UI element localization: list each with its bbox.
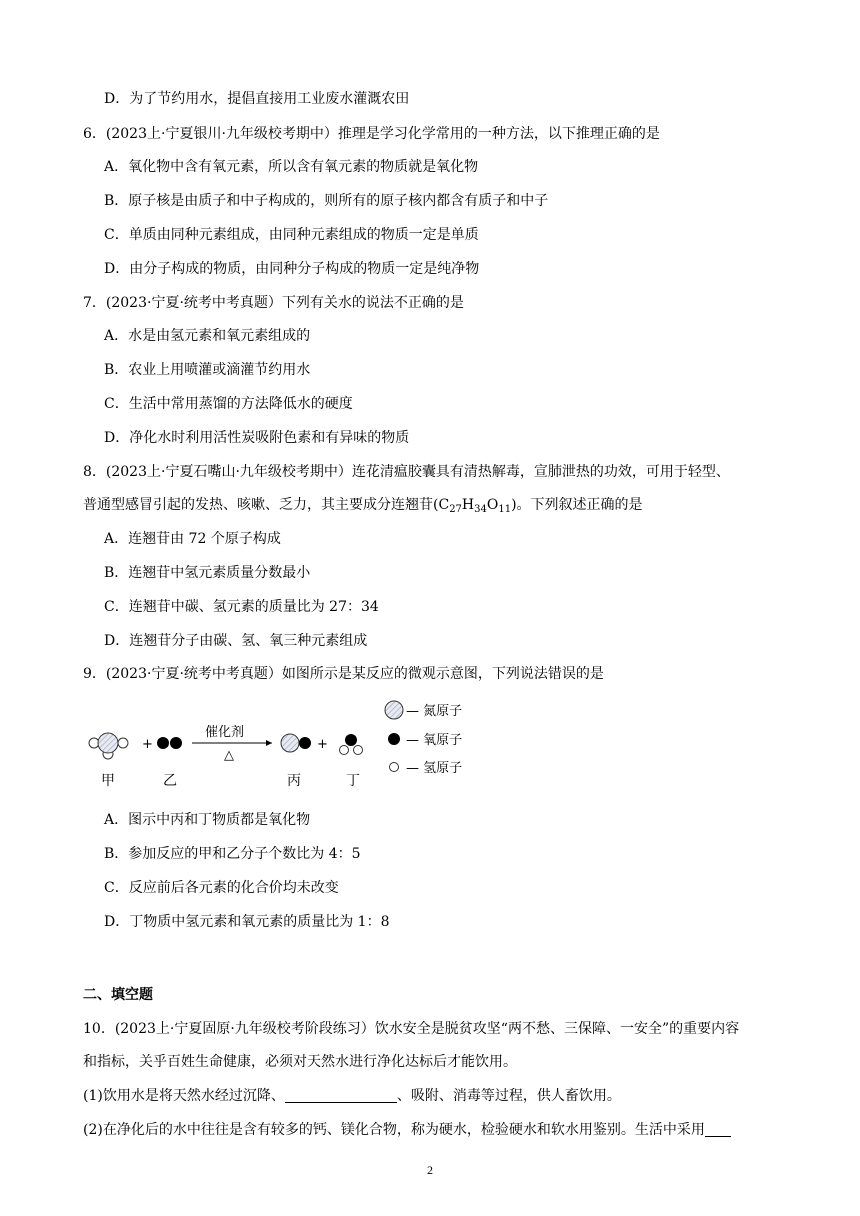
molecule-jia — [89, 733, 128, 759]
reaction-microscopic-diagram — [85, 700, 505, 795]
answer-blank-2[interactable] — [705, 1122, 731, 1137]
q8-option-d: D．连翘苷分子由碳、氢、氧三种元素组成 — [104, 633, 368, 649]
q10-part1-text-a: (1)饮用水是将天然水经过沉降、 — [83, 1088, 285, 1104]
label-ding: 丁 — [346, 773, 360, 789]
page-number: 2 — [427, 1163, 433, 1177]
molecule-bing — [281, 734, 311, 752]
q9-option-b: B．参加反应的甲和乙分子个数比为 4：5 — [104, 846, 361, 862]
plus-sign-2: + — [317, 737, 328, 752]
plus-sign-1: + — [142, 737, 153, 752]
q7-option-a: A．水是由氢元素和氧元素组成的 — [104, 328, 311, 344]
q6-option-c: C．单质由同种元素组成，由同种元素组成的物质一定是单质 — [104, 227, 479, 243]
legend-hydrogen-icon — [390, 763, 399, 772]
q10-part2 — [83, 1120, 731, 1140]
q7-option-d: D．净化水时利用活性炭吸附色素和有异味的物质 — [104, 430, 410, 446]
q9-stem: 9．(2023·宁夏·统考中考真题）如图所示是某反应的微观示意图，下列说法错误的是 — [83, 666, 604, 682]
q7-option-c: C．生活中常用蒸馏的方法降低水的硬度 — [104, 396, 353, 412]
legend-oxygen-icon — [388, 733, 400, 745]
section-heading: 二、填空题 — [83, 987, 153, 1003]
arrow-head-icon — [266, 740, 272, 746]
q7-stem: 7．(2023·宁夏·统考中考真题）下列有关水的说法不正确的是 — [83, 295, 464, 311]
q6-stem: 6．(2023上·宁夏银川·九年级校考期中）推理是学习化学常用的一种方法，以下推理正确的是 — [83, 126, 660, 142]
element-o: O — [486, 497, 499, 513]
q8-option-c: C．连翘苷中碳、氢元素的质量比为 27：34 — [104, 599, 379, 615]
q6-option-a: A．氧化物中含有氧元素，所以含有氧元素的物质就是氧化物 — [104, 159, 479, 175]
q9-option-c: C．反应前后各元素的化合价均未改变 — [104, 880, 339, 896]
molecule-yi — [157, 737, 182, 749]
q8-option-b: B．连翘苷中氢元素质量分数最小 — [104, 565, 311, 581]
q8-stem-line2 — [83, 495, 643, 520]
q9-option-d: D．丁物质中氢元素和氧元素的质量比为 1：8 — [104, 914, 390, 930]
legend-hydrogen: — 氢原子 — [406, 761, 463, 776]
q8-stem-text-a: 普通型感冒引起的发热、咳嗽、乏力，其主要成分连翘苷(C — [83, 497, 450, 513]
subscript-h: 34 — [474, 504, 487, 515]
answer-blank-1[interactable] — [285, 1088, 397, 1103]
q10-stem-line1: 10．(2023上·宁夏固原·九年级校考阶段练习）饮水安全是脱贫攻坚“两不愁、三保障、一安全”的重要内容 — [83, 1021, 740, 1037]
subscript-o: 11 — [498, 504, 512, 515]
molecule-ding — [340, 734, 363, 755]
q5-option-d: D．为了节约用水，提倡直接用工业废水灌溉农田 — [104, 91, 410, 107]
legend-nitrogen: — 氮原子 — [406, 704, 463, 719]
q6-option-b: B．原子核是由质子和中子构成的，则所有的原子核内都含有质子和中子 — [104, 193, 549, 209]
q10-part1-text-b: 、吸附、消毒等过程，供人畜饮用。 — [396, 1088, 621, 1104]
catalyst-label: 催化剂 — [205, 725, 245, 740]
label-yi: 乙 — [163, 773, 177, 789]
label-bing: 丙 — [287, 773, 301, 789]
heat-symbol: △ — [224, 748, 234, 763]
legend-nitrogen-icon — [385, 701, 403, 719]
q7-option-b: B．农业上用喷灌或滴灌节约用水 — [104, 362, 311, 378]
q8-stem-line1: 8．(2023上·宁夏石嘴山·九年级校考期中）连花清瘟胶囊具有清热解毒，宣肺泄热的功效，可用于轻型、 — [83, 464, 730, 480]
q8-stem-text-b: )。下列叙述正确的是 — [511, 497, 643, 513]
label-jia: 甲 — [101, 773, 115, 789]
q9-option-a: A．图示中丙和丁物质都是氧化物 — [104, 812, 311, 828]
q10-part1 — [83, 1086, 621, 1106]
element-h: H — [461, 497, 475, 513]
q6-option-d: D．由分子构成的物质，由同种分子构成的物质一定是纯净物 — [104, 261, 480, 277]
legend-oxygen: — 氧原子 — [406, 733, 463, 748]
q8-option-a: A．连翘苷由 72 个原子构成 — [104, 531, 281, 547]
subscript-c: 27 — [449, 504, 462, 515]
q10-part2-text: (2)在净化后的水中往往是含有较多的钙、镁化合物，称为硬水，检验硬水和软水用鉴别。生活中采用 — [83, 1122, 705, 1138]
q10-stem-line2: 和指标，关乎百姓生命健康，必须对天然水进行净化达标后才能饮用。 — [83, 1054, 517, 1070]
